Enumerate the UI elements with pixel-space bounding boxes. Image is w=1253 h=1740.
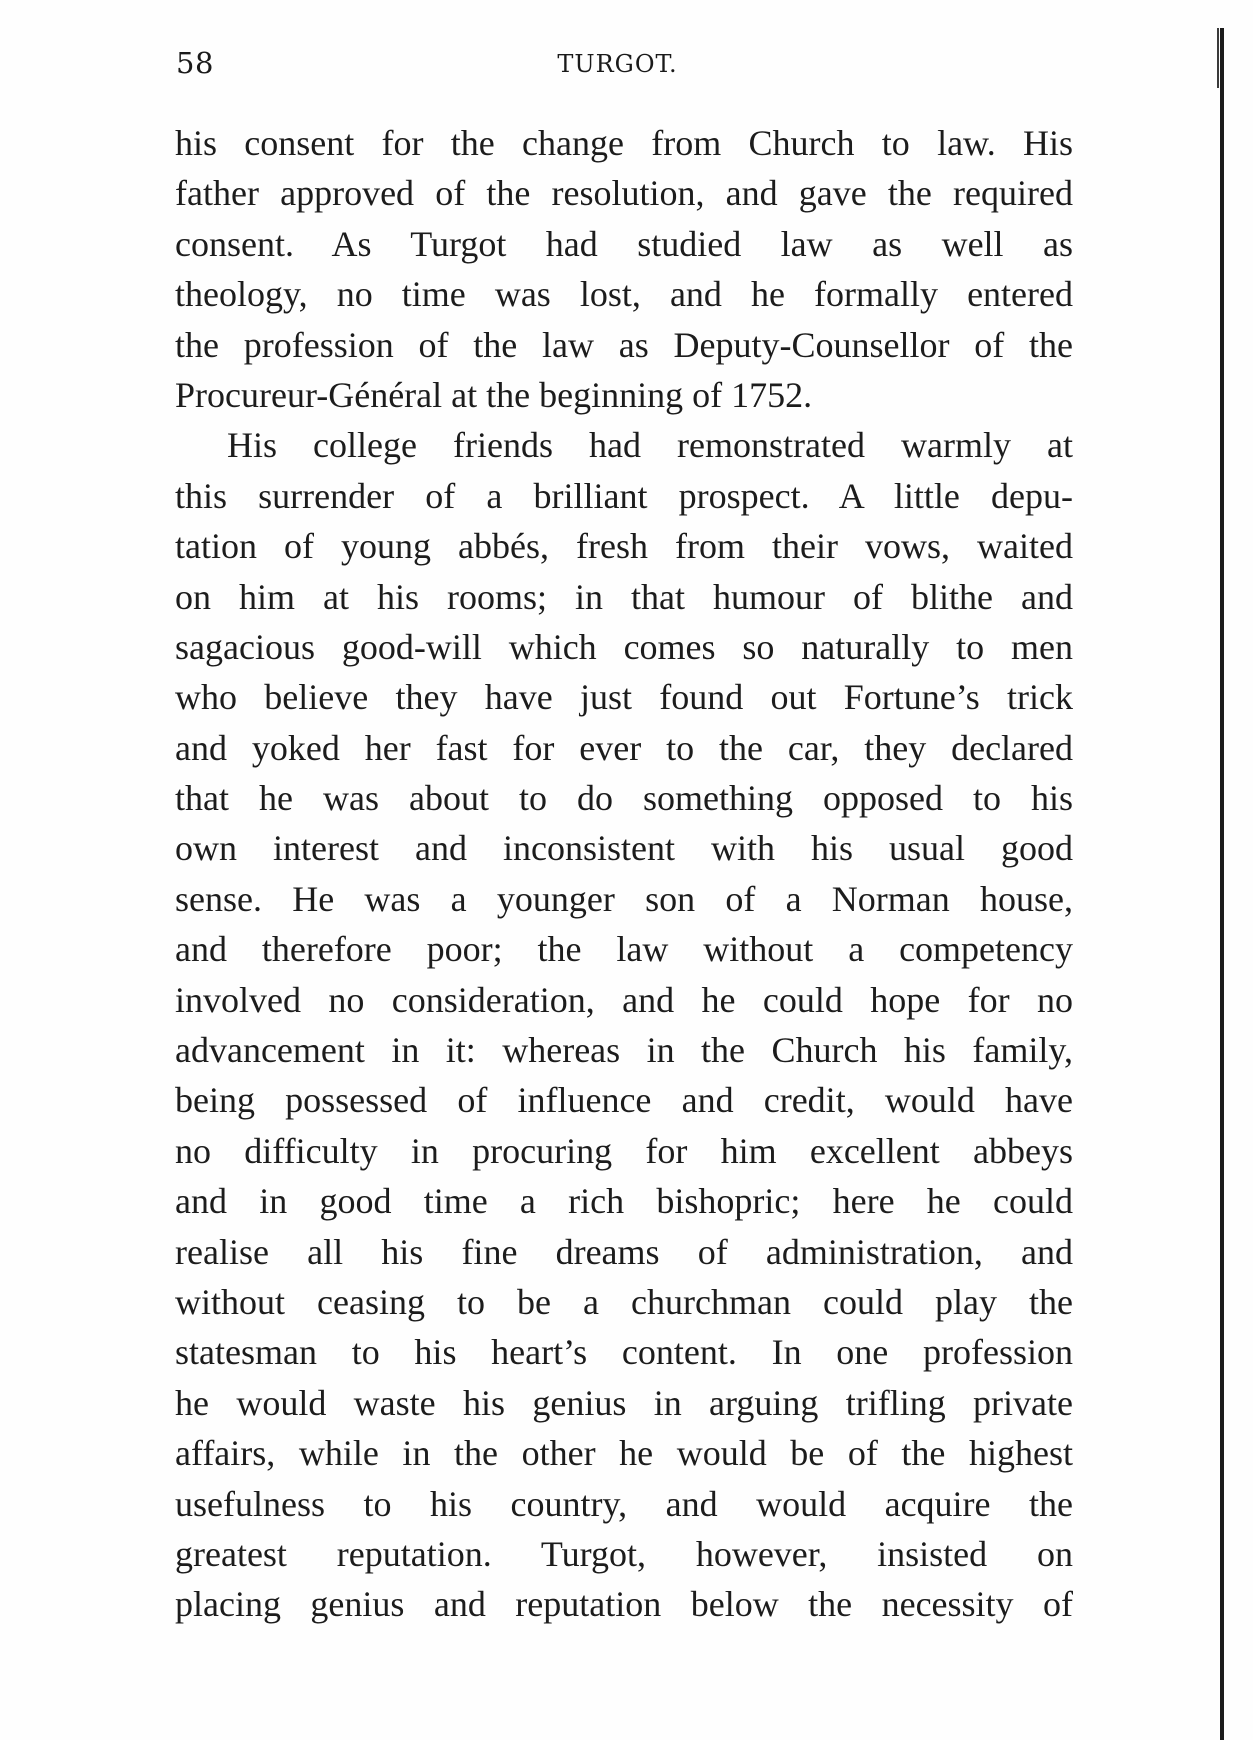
text-line: on him at his rooms; in that humour of blithe and bbox=[175, 576, 1073, 617]
text-line: being possessed of influence and credit, would have bbox=[175, 1080, 1073, 1121]
text-line: greatest reputation. Turgot, however, insisted on bbox=[175, 1533, 1073, 1574]
text-line: the profession of the law as Deputy-Counsellor of the bbox=[175, 324, 1073, 365]
text-line: Procureur-Général at the beginning of 1752. bbox=[175, 374, 813, 415]
text-line: tation of young abbés, fresh from their vows, waited bbox=[175, 526, 1073, 567]
text-line: involved no consideration, and he could hope for no bbox=[175, 979, 1073, 1020]
text-line: theology, no time was lost, and he formally entered bbox=[175, 274, 1073, 315]
scan-edge-divider bbox=[1217, 28, 1219, 88]
text-line: who believe they have just found out Fortune’s trick bbox=[175, 677, 1073, 718]
text-line: His college friends had remonstrated warmly at bbox=[227, 425, 1073, 466]
text-line: advancement in it: whereas in the Church his family, bbox=[175, 1030, 1073, 1071]
page-number: 58 bbox=[176, 46, 214, 80]
text-line: own interest and inconsistent with his usual good bbox=[175, 828, 1073, 869]
scan-edge-divider bbox=[1220, 28, 1224, 1740]
text-line: and therefore poor; the law without a competency bbox=[175, 929, 1073, 970]
running-title: TURGOT. bbox=[557, 50, 678, 78]
body-text bbox=[175, 118, 1073, 1630]
text-line: sense. He was a younger son of a Norman house, bbox=[175, 878, 1073, 919]
text-line: father approved of the resolution, and gave the required bbox=[175, 173, 1073, 214]
text-line: this surrender of a brilliant prospect. A little depu- bbox=[175, 475, 1073, 516]
text-line: usefulness to his country, and would acquire the bbox=[175, 1483, 1073, 1524]
text-line: without ceasing to be a churchman could play the bbox=[175, 1281, 1073, 1322]
text-line: no difficulty in procuring for him excellent abbeys bbox=[175, 1130, 1073, 1171]
text-line: sagacious good-will which comes so naturally to men bbox=[175, 626, 1073, 667]
text-line: affairs, while in the other he would be of the highest bbox=[175, 1433, 1073, 1474]
text-line: that he was about to do something opposed to his bbox=[175, 778, 1073, 819]
text-line: and in good time a rich bishopric; here he could bbox=[175, 1181, 1073, 1222]
text-line: his consent for the change from Church to law. His bbox=[175, 123, 1073, 163]
text-line: placing genius and reputation below the necessity of bbox=[175, 1584, 1073, 1625]
text-line: he would waste his genius in arguing trifling private bbox=[175, 1382, 1073, 1423]
text-line: consent. As Turgot had studied law as well as bbox=[175, 223, 1073, 264]
paragraph bbox=[175, 420, 1073, 1629]
paragraph bbox=[175, 118, 1073, 420]
text-line: realise all his fine dreams of administration, and bbox=[175, 1231, 1073, 1272]
text-line: and yoked her fast for ever to the car, they declared bbox=[175, 727, 1073, 768]
text-line: statesman to his heart’s content. In one profession bbox=[175, 1332, 1073, 1373]
